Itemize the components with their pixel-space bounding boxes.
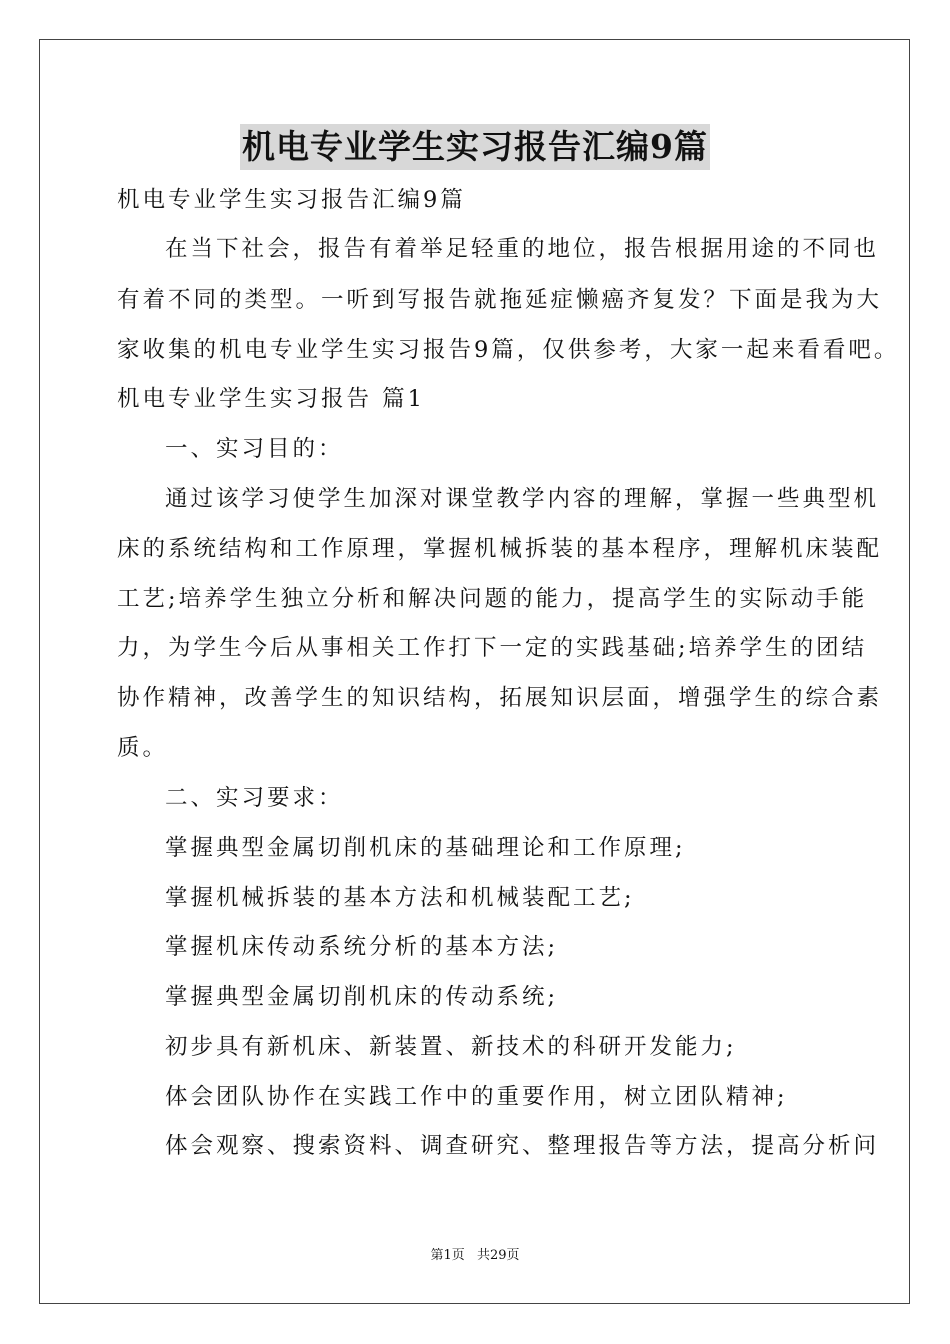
body-line: 在当下社会，报告有着举足轻重的地位，报告根据用途的不同也 — [165, 236, 880, 262]
body-line: 工艺;培养学生独立分析和解决问题的能力，提高学生的实际动手能 — [117, 586, 868, 612]
page-footer — [0, 1244, 950, 1263]
list-item: 掌握机械拆装的基本方法和机械装配工艺; — [165, 885, 635, 911]
subheading: 二、实习要求： — [165, 785, 344, 811]
body-line: 有着不同的类型。一听到写报告就拖延症懒癌齐复发？下面是我为大 — [117, 287, 883, 313]
list-item: 掌握机床传动系统分析的基本方法; — [165, 934, 559, 960]
list-item: 掌握典型金属切削机床的基础理论和工作原理; — [165, 835, 686, 861]
body-line: 力，为学生今后从事相关工作打下一定的实践基础;培养学生的团结 — [117, 635, 868, 661]
page-number: 第1页 — [430, 1248, 465, 1263]
document-title: 机电专业学生实习报告汇编9篇 — [240, 124, 710, 170]
title-container — [0, 124, 950, 170]
list-item: 体会团队协作在实践工作中的重要作用，树立团队精神; — [165, 1084, 788, 1110]
body-line: 质。 — [117, 735, 169, 761]
page-border — [39, 39, 910, 1304]
list-item: 掌握典型金属切削机床的传动系统; — [165, 984, 559, 1010]
section-heading: 机电专业学生实习报告 篇1 — [117, 386, 425, 412]
body-line: 通过该学习使学生加深对课堂教学内容的理解，掌握一些典型机 — [165, 486, 880, 512]
total-pages: 共29页 — [476, 1248, 520, 1263]
subheading: 一、实习目的： — [165, 436, 344, 462]
list-item: 初步具有新机床、新装置、新技术的科研开发能力; — [165, 1034, 737, 1060]
list-item: 体会观察、搜索资料、调查研究、整理报告等方法，提高分析问 — [165, 1133, 880, 1159]
body-line: 协作精神，改善学生的知识结构，拓展知识层面，增强学生的综合素 — [117, 685, 883, 711]
body-line: 床的系统结构和工作原理，掌握机械拆装的基本程序，理解机床装配 — [117, 536, 883, 562]
subtitle-line: 机电专业学生实习报告汇编9篇 — [117, 187, 466, 213]
body-line: 家收集的机电专业学生实习报告9篇，仅供参考，大家一起来看看吧。 — [117, 337, 900, 363]
